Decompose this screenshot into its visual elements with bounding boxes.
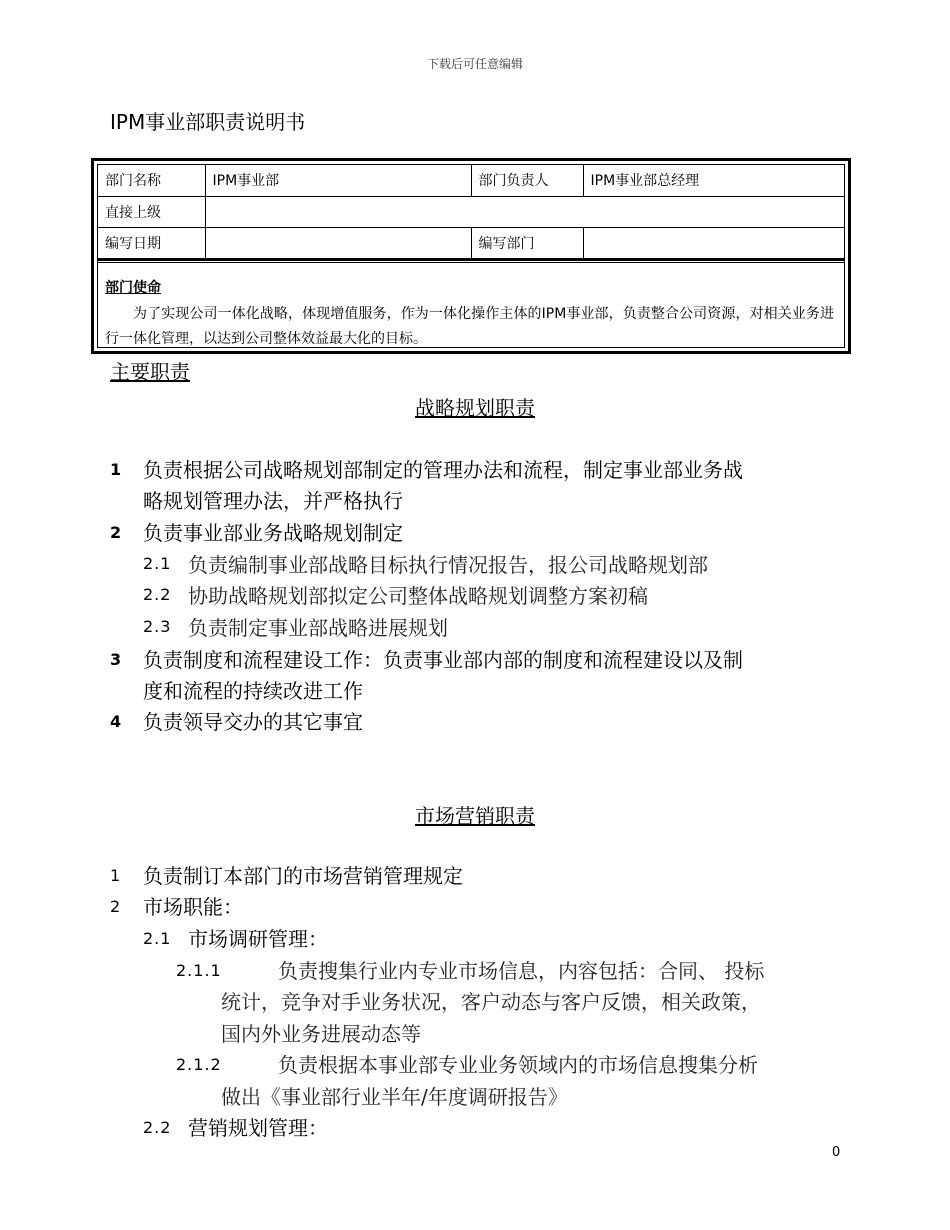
strategy-item-2-num: 2 [110, 523, 122, 542]
marketing-item-2-1-1-num: 2.1.1 [176, 961, 222, 980]
strategy-item-2-2-text: 协助战略规划部拟定公司整体战略规划调整方案初稿 [188, 584, 648, 608]
marketing-item-2-1-num: 2.1 [143, 929, 172, 948]
strategy-item-3-line1: 负责制度和流程建设工作：负责事业部内部的制度和流程建设以及制 [143, 648, 743, 672]
writer-label: 编写部门 [471, 227, 583, 258]
date-label: 编写日期 [98, 227, 205, 258]
marketing-item-2-1-text: 市场调研管理： [188, 927, 328, 951]
marketing-item-2-1-2-num: 2.1.2 [176, 1055, 222, 1074]
dept-head-value: IPM事业部总经理 [583, 165, 844, 196]
marketing-item-2-1-1-line2: 统计，竞争对手业务状况，客户动态与客户反馈，相关政策， [221, 990, 761, 1014]
strategy-item-1-line1: 负责根据公司战略规划部制定的管理办法和流程，制定事业部业务战 [143, 458, 743, 482]
department-info-table [98, 165, 844, 259]
page-number: 0 [832, 1145, 841, 1160]
marketing-item-2-1-1-line3: 国内外业务进展动态等 [221, 1022, 421, 1046]
strategy-item-2-1-text: 负责编制事业部战略目标执行情况报告，报公司战略规划部 [188, 553, 708, 577]
mission-title: 部门使命 [105, 280, 161, 296]
marketing-item-1-num: 1 [110, 866, 121, 885]
marketing-item-2-2-num: 2.2 [143, 1118, 172, 1137]
dept-name-value: IPM事业部 [205, 165, 471, 196]
strategy-item-2-2-num: 2.2 [143, 585, 172, 604]
marketing-heading: 市场营销职责 [415, 804, 535, 828]
strategy-heading: 战略规划职责 [415, 396, 535, 420]
marketing-item-2-text: 市场职能： [143, 895, 243, 919]
dept-head-label: 部门负责人 [471, 165, 583, 196]
strategy-item-1-num: 1 [110, 460, 122, 479]
section-divider [98, 258, 844, 263]
department-info-box [91, 158, 851, 354]
strategy-item-4-num: 4 [110, 712, 122, 731]
strategy-item-4-line1: 负责领导交办的其它事宜 [143, 710, 363, 734]
marketing-item-2-2-text: 营销规划管理： [188, 1116, 328, 1140]
writer-value [583, 227, 844, 258]
table-row [98, 165, 844, 196]
date-value [205, 227, 471, 258]
marketing-item-1-text: 负责制订本部门的市场营销管理规定 [143, 864, 463, 888]
marketing-item-2-1-2-line2: 做出《事业部行业半年/年度调研报告》 [221, 1085, 568, 1109]
marketing-item-2-num: 2 [110, 897, 121, 916]
marketing-item-2-1-1-line1: 负责搜集行业内专业市场信息，内容包括：合同、 投标 [278, 959, 765, 983]
strategy-item-3-num: 3 [110, 650, 122, 669]
document-title: IPM事业部职责说明书 [110, 110, 306, 134]
superior-label: 直接上级 [98, 196, 205, 227]
header-note: 下载后可任意编辑 [426, 57, 523, 71]
table-row [98, 227, 844, 258]
mission-text: 为了实现公司一体化战略，体现增值服务，作为一体化操作主体的IPM事业部，负责整合公司资源，对相关业务进行一体化管理，以达到公司整体效益最大化的目标。 [105, 306, 834, 347]
main-duties-label: 主要职责 [110, 360, 190, 384]
strategy-item-2-line1: 负责事业部业务战略规划制定 [143, 521, 403, 545]
strategy-item-2-1-num: 2.1 [143, 554, 172, 573]
marketing-item-2-1-2-line1: 负责根据本事业部专业业务领域内的市场信息搜集分析 [278, 1053, 758, 1077]
dept-name-label: 部门名称 [98, 165, 205, 196]
strategy-item-2-3-num: 2.3 [143, 617, 172, 636]
strategy-item-3-line2: 度和流程的持续改进工作 [143, 679, 363, 703]
superior-value [205, 196, 844, 227]
table-row [98, 196, 844, 227]
strategy-item-1-line2: 略规划管理办法，并严格执行 [143, 489, 403, 513]
strategy-item-2-3-text: 负责制定事业部战略进展规划 [188, 616, 448, 640]
